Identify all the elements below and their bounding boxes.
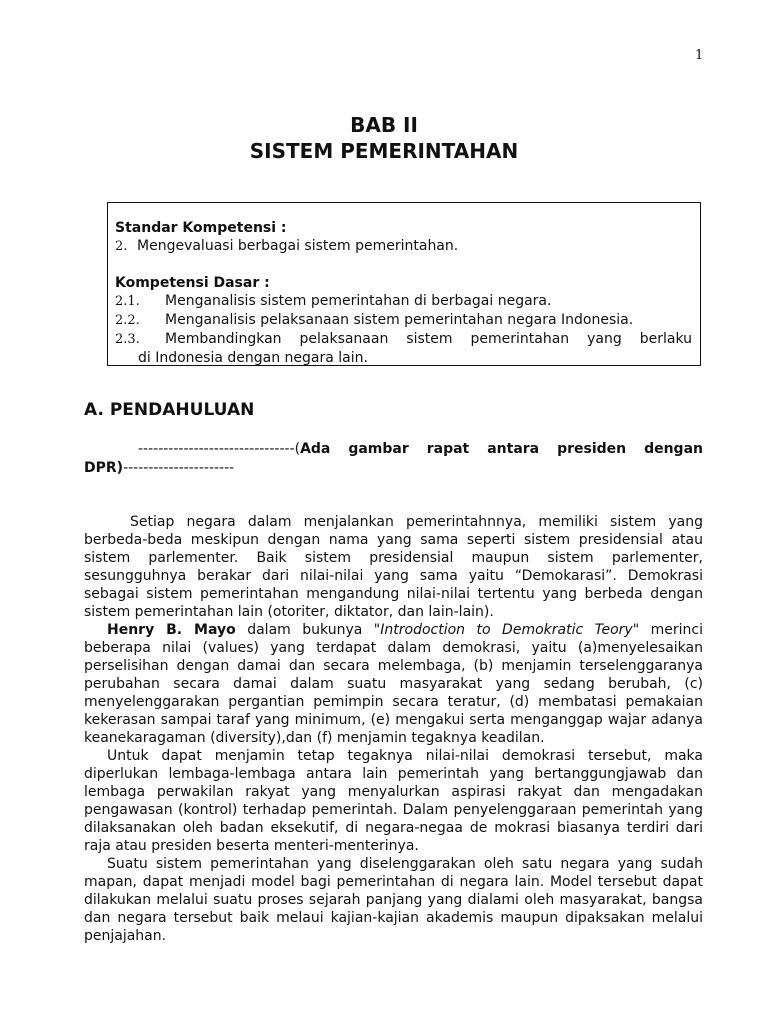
chapter-heading	[0, 112, 768, 164]
page-number: 1	[695, 48, 704, 63]
item-text: Mengevaluasi berbagai sistem pemerintahan.	[137, 238, 459, 254]
standar-kompetensi-heading: Standar Kompetensi :	[115, 220, 287, 236]
item-number: 2.2.	[115, 313, 140, 328]
placeholder-caption: Ada gambar rapat antara presiden dengan	[300, 441, 703, 457]
item-text: Menganalisis pelaksanaan sistem pemerintahan negara Indonesia.	[165, 312, 634, 328]
image-placeholder-line	[84, 459, 703, 478]
kompetensi-dasar-item	[115, 311, 692, 330]
book-title: Introdoction to Demokratic Teory	[380, 622, 633, 638]
paragraph: Untuk dapat menjamin tetap tegaknya nilai-nilai demokrasi tersebut, maka diperlukan lembaga-lembaga antara lain pemerintah yang bertanggungjawab dan lembaga perwakilan rakyat yang menyalurkan aspirasi rakyat dan mengadakan pengawasan (kontrol) terhadap pemerintah. Dalam penyelenggaraan pemerintah yang dilaksanakan oleh badan eksekutif, di negara-negaa de mokrasi biasanya terdiri dari raja atau presiden beserta menteri-menterinya.	[84, 748, 703, 854]
placeholder-dashes: ----------------------	[123, 460, 235, 476]
standar-kompetensi-item	[115, 237, 692, 256]
kompetensi-dasar-heading: Kompetensi Dasar :	[115, 275, 270, 291]
kompetensi-dasar-item-continued: di Indonesia dengan negara lain.	[138, 350, 368, 366]
section-title: A. PENDAHULUAN	[84, 400, 255, 420]
item-text: Membandingkan pelaksanaan sistem pemerintahan yang berlaku	[165, 331, 692, 347]
item-text: Menganalisis sistem pemerintahan di berbagai negara.	[165, 293, 552, 309]
paragraph	[84, 621, 703, 747]
paragraph-text: " merinci beberapa nilai (values) yang terdapat dalam demokrasi, yaitu (a)menyelesaikan perselisihan dengan damai dan secara melembaga, (b) menjamin terselenggaranya perubahan secara damai dalam suatu masyarakat yang sedang berubah, (c) menyelenggarakan pergantian pemimpin secara teratur, (d) membatasi pemakaian kekerasan sampai taraf yang minimum, (e) mengakui serta menganggap wajar adanya keanekaragaman (diversity),dan (f) menjamin tegaknya keadilan.	[84, 622, 704, 746]
competency-box	[107, 202, 701, 366]
image-placeholder-line	[84, 440, 703, 459]
paragraph-text: dalam bukunya "	[235, 622, 381, 638]
body-text	[84, 513, 703, 945]
item-number: 2.3.	[115, 332, 140, 347]
kompetensi-dasar-item	[115, 330, 692, 349]
author-name: Henry B. Mayo	[107, 622, 236, 638]
paragraph: Setiap negara dalam menjalankan pemerintahnnya, memiliki sistem yang berbeda-beda meskipun dengan nama yang sama seperti sistem presidensial atau sistem parlementer. Baik sistem presidensial maupun sistem parlementer, sesungguhnya berakar dari nilai-nilai yang sama yaitu “Demokarasi”. Demokrasi sebagai sistem pemerintahan mengandung nilai-nilai tertentu yang berbeda dengan sistem pemerintahan lain (otoriter, diktator, dan lain-lain).	[84, 514, 703, 620]
chapter-title: SISTEM PEMERINTAHAN	[249, 139, 519, 163]
item-number: 2.1.	[115, 294, 140, 309]
chapter-label: BAB II	[350, 113, 418, 137]
kompetensi-dasar-item	[115, 292, 692, 311]
paragraph: Suatu sistem pemerintahan yang diselenggarakan oleh satu negara yang sudah mapan, dapat menjadi model bagi pemerintahan di negara lain. Model tersebut dapat dilakukan melalui suatu proses sejarah panjang yang dialami oleh masyarakat, bangsa dan negara tersebut baik melaui kajian-kajian akademis maupun dipaksakan melalui penjajahan.	[84, 856, 703, 944]
placeholder-dashes: -------------------------------(	[138, 441, 301, 457]
placeholder-caption: DPR)	[84, 460, 124, 476]
image-placeholder	[84, 440, 703, 478]
item-number: 2.	[115, 239, 128, 254]
